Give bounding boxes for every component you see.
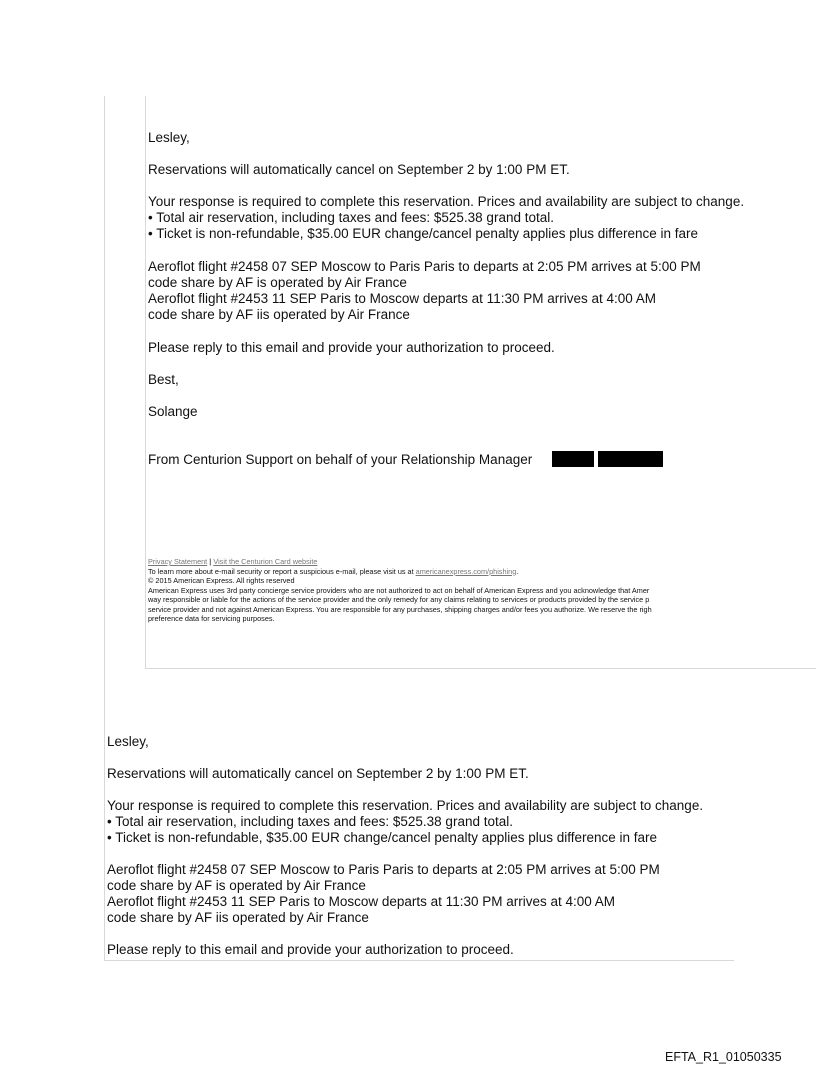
closing: Best, bbox=[148, 372, 179, 387]
bullet-penalty: • Ticket is non-refundable, $35.00 EUR change/cancel penalty applies plus difference in fare bbox=[107, 830, 658, 845]
email-footer bbox=[148, 557, 652, 624]
flight-line: code share by AF is operated by Air France bbox=[107, 878, 366, 893]
bullet-total: • Total air reservation, including taxes and fees: $525.38 grand total. bbox=[148, 210, 554, 225]
security-line bbox=[148, 567, 652, 577]
copyright: © 2015 American Express. All rights reserved bbox=[148, 576, 295, 585]
greeting: Lesley, bbox=[107, 734, 149, 749]
outer-left-border bbox=[104, 96, 105, 960]
document-id: EFTA_R1_01050335 bbox=[665, 1050, 782, 1064]
flight-line: code share by AF iis operated by Air France bbox=[148, 307, 410, 322]
disclaimer-line: service provider and not against American Express. You are responsible for any purchases, shipping charges and/or fees you authorize. We reserve the righ bbox=[148, 604, 652, 614]
reply-request: Please reply to this email and provide your authorization to proceed. bbox=[148, 340, 555, 355]
signature: Solange bbox=[148, 404, 198, 419]
disclaimer-line: preference data for servicing purposes. bbox=[148, 614, 275, 623]
flight-line: Aeroflot flight #2458 07 SEP Moscow to Paris Paris to departs at 2:05 PM arrives at 5:00 PM bbox=[148, 259, 701, 274]
flight-line: code share by AF iis operated by Air France bbox=[107, 910, 369, 925]
cancel-notice: Reservations will automatically cancel on September 2 by 1:00 PM ET. bbox=[148, 162, 570, 177]
flight-line: code share by AF is operated by Air France bbox=[148, 275, 407, 290]
inner-bottom-border bbox=[145, 668, 816, 669]
flight-details bbox=[148, 259, 701, 323]
disclaimer-line: way responsible or liable for the actions of the service provider and the only remedy for any claims relating to services or products provided by the service p bbox=[148, 595, 650, 604]
reservation-details bbox=[148, 194, 744, 242]
privacy-statement-link[interactable]: Privacy Statement bbox=[148, 557, 208, 566]
flight-details bbox=[107, 862, 660, 926]
redaction-box bbox=[552, 451, 594, 467]
cancel-notice: Reservations will automatically cancel on September 2 by 1:00 PM ET. bbox=[107, 766, 529, 781]
footer-links bbox=[148, 557, 652, 567]
flight-line: Aeroflot flight #2458 07 SEP Moscow to Paris Paris to departs at 2:05 PM arrives at 5:00 PM bbox=[107, 862, 660, 877]
flight-line: Aeroflot flight #2453 11 SEP Paris to Moscow departs at 11:30 PM arrives at 4:00 AM bbox=[107, 894, 616, 909]
security-period: . bbox=[516, 566, 519, 576]
inner-left-border bbox=[145, 96, 146, 668]
bullet-total: • Total air reservation, including taxes and fees: $525.38 grand total. bbox=[107, 814, 513, 829]
bullet-penalty: • Ticket is non-refundable, $35.00 EUR change/cancel penalty applies plus difference in fare bbox=[148, 226, 699, 241]
from-line: From Centurion Support on behalf of your Relationship Manager bbox=[148, 452, 533, 467]
disclaimer-line: American Express uses 3rd party concierge service providers who are not authorized to act on behalf of American Express and you acknowledge that Amer bbox=[148, 585, 650, 595]
response-required: Your response is required to complete this reservation. Prices and availability are subject to change. bbox=[107, 798, 704, 813]
phishing-link[interactable]: americanexpress.com/phishing bbox=[415, 566, 517, 576]
security-text: To learn more about e-mail security or report a suspicious e-mail, please visit us at bbox=[148, 566, 414, 576]
flight-line: Aeroflot flight #2453 11 SEP Paris to Moscow departs at 11:30 PM arrives at 4:00 AM bbox=[148, 291, 657, 306]
reservation-details bbox=[107, 798, 703, 846]
reply-request: Please reply to this email and provide your authorization to proceed. bbox=[107, 942, 514, 957]
response-required: Your response is required to complete this reservation. Prices and availability are subject to change. bbox=[148, 194, 745, 209]
outer-bottom-border bbox=[104, 960, 734, 961]
link-separator: | bbox=[209, 557, 212, 566]
centurion-card-link[interactable]: Visit the Centurion Card website bbox=[213, 557, 318, 566]
redaction-box bbox=[598, 451, 663, 467]
greeting: Lesley, bbox=[148, 130, 190, 145]
